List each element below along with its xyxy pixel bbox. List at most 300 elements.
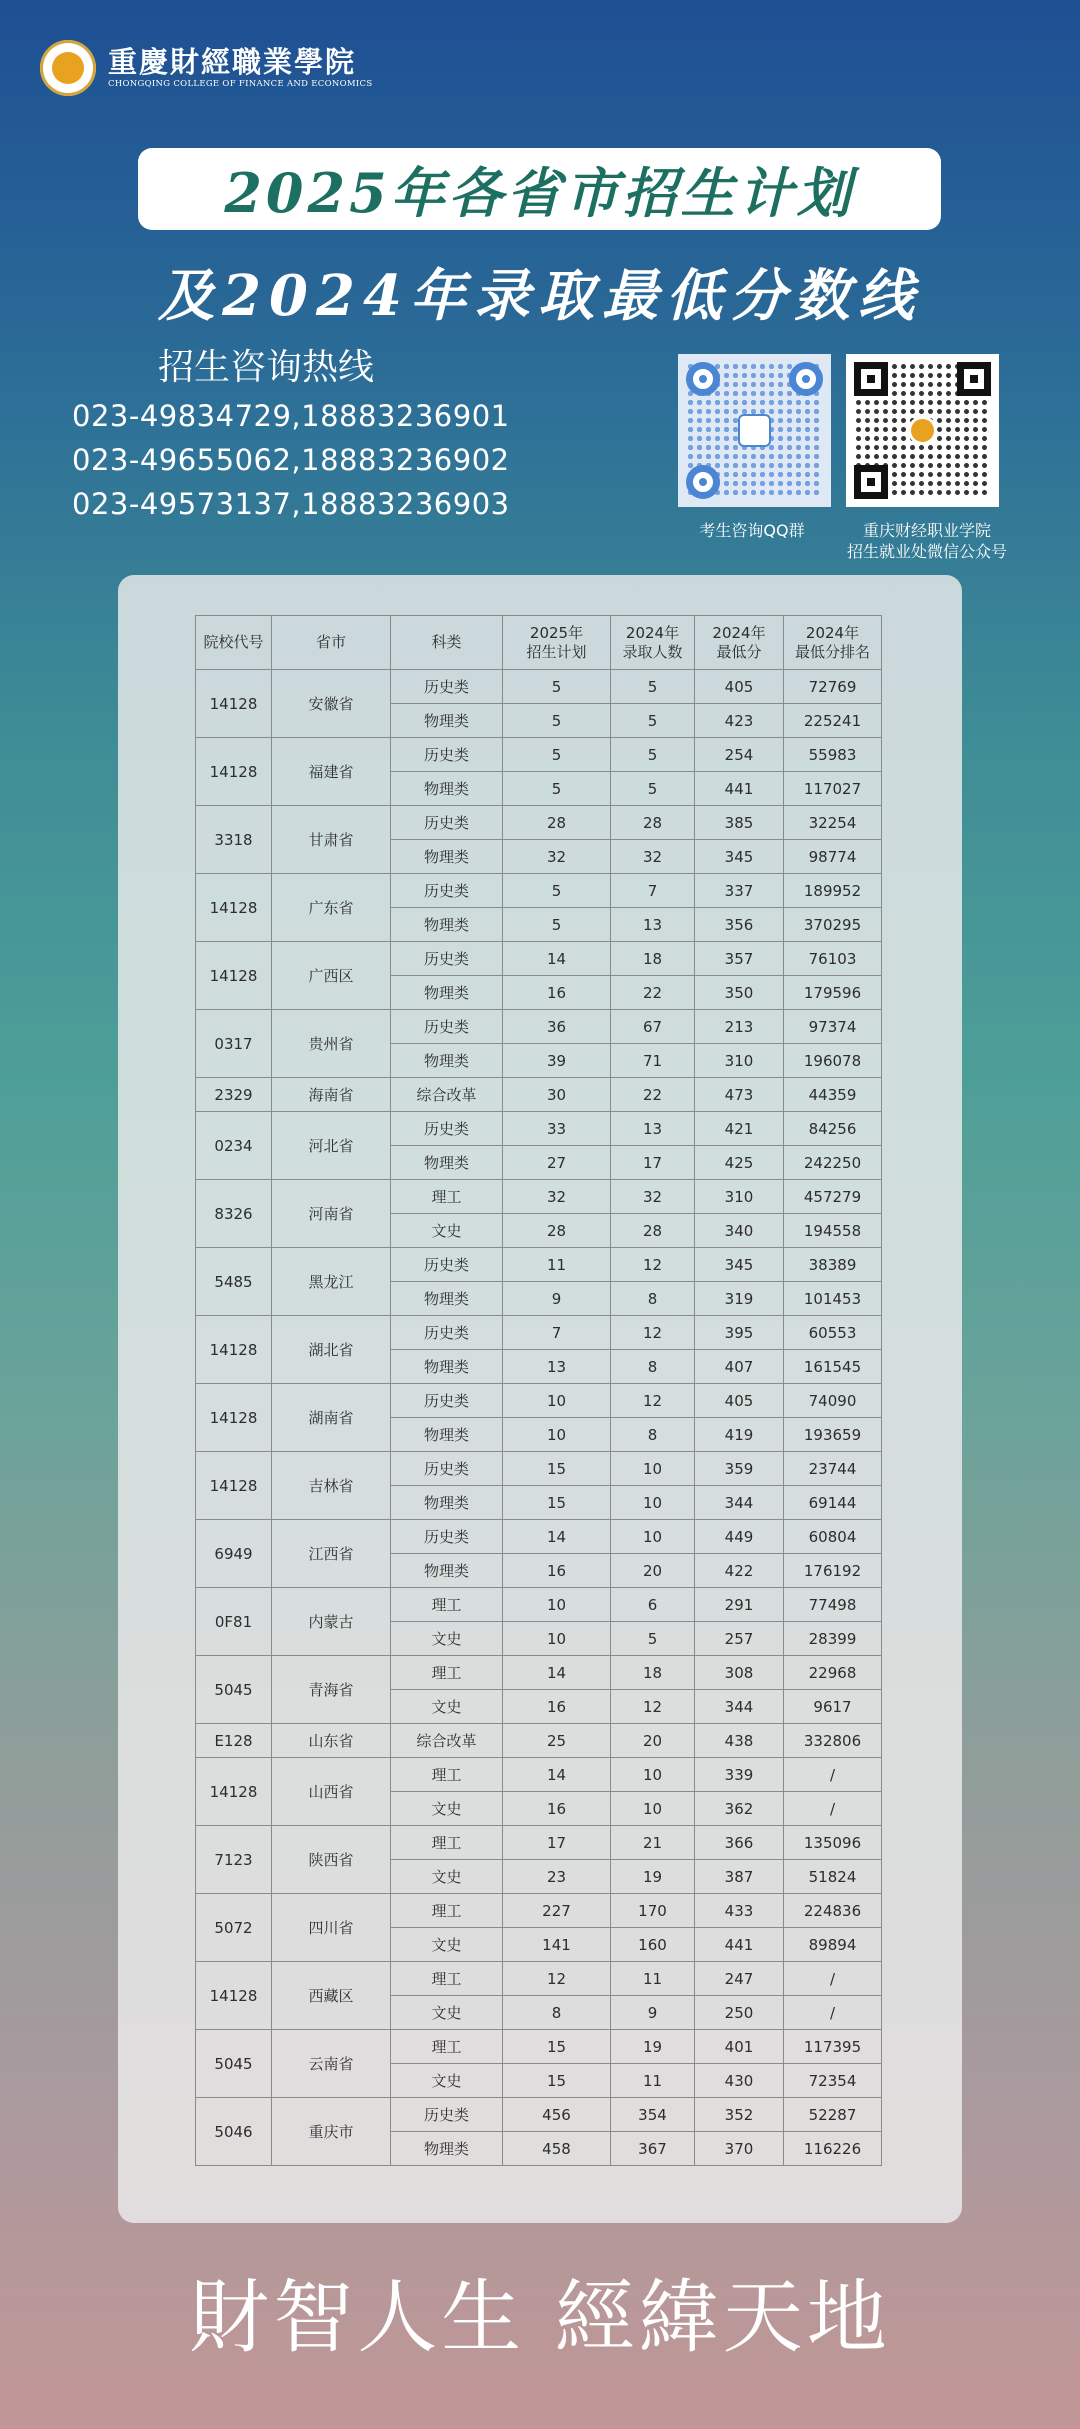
category-cell: 文史 [391, 1928, 503, 1962]
logo-english-name: CHONGQING COLLEGE OF FINANCE AND ECONOMICS [108, 79, 373, 89]
min-score-cell: 291 [695, 1588, 784, 1622]
min-rank-cell: / [784, 1962, 882, 1996]
min-score-cell: 405 [695, 1384, 784, 1418]
plan-cell: 5 [503, 704, 611, 738]
category-cell: 历史类 [391, 806, 503, 840]
min-score-cell: 350 [695, 976, 784, 1010]
category-cell: 理工 [391, 1826, 503, 1860]
hotline-section [72, 342, 510, 526]
table-row [196, 670, 882, 704]
min-rank-cell: 51824 [784, 1860, 882, 1894]
min-score-cell: 423 [695, 704, 784, 738]
province-cell: 黑龙江 [272, 1248, 391, 1316]
table-row [196, 2030, 882, 2064]
min-score-cell: 362 [695, 1792, 784, 1826]
table-row [196, 738, 882, 772]
admitted-cell: 8 [611, 1418, 695, 1452]
admitted-cell: 5 [611, 1622, 695, 1656]
min-rank-cell: 76103 [784, 942, 882, 976]
header-plan-2025 [503, 616, 611, 670]
category-cell: 历史类 [391, 942, 503, 976]
plan-cell: 14 [503, 1656, 611, 1690]
school-code-cell: 14128 [196, 670, 272, 738]
plan-cell: 12 [503, 1962, 611, 1996]
min-score-cell: 473 [695, 1078, 784, 1112]
table-header-row [196, 616, 882, 670]
table-row [196, 1962, 882, 1996]
min-rank-cell: 22968 [784, 1656, 882, 1690]
plan-cell: 5 [503, 874, 611, 908]
plan-cell: 456 [503, 2098, 611, 2132]
school-code-cell: 5072 [196, 1894, 272, 1962]
college-logo [40, 38, 372, 98]
admitted-cell: 12 [611, 1690, 695, 1724]
admitted-cell: 6 [611, 1588, 695, 1622]
category-cell: 历史类 [391, 874, 503, 908]
plan-cell: 23 [503, 1860, 611, 1894]
page-subtitle: 及2024年录取最低分数线 [158, 263, 922, 329]
table-row [196, 1588, 882, 1622]
plan-cell: 36 [503, 1010, 611, 1044]
college-emblem-icon [40, 40, 96, 96]
min-score-cell: 405 [695, 670, 784, 704]
plan-cell: 13 [503, 1350, 611, 1384]
plan-cell: 7 [503, 1316, 611, 1350]
admitted-cell: 5 [611, 704, 695, 738]
school-code-cell: 14128 [196, 1384, 272, 1452]
province-cell: 吉林省 [272, 1452, 391, 1520]
plan-cell: 33 [503, 1112, 611, 1146]
province-cell: 青海省 [272, 1656, 391, 1724]
plan-cell: 10 [503, 1418, 611, 1452]
min-rank-cell: 74090 [784, 1384, 882, 1418]
plan-cell: 32 [503, 840, 611, 874]
admitted-cell: 12 [611, 1384, 695, 1418]
min-score-cell: 433 [695, 1894, 784, 1928]
school-code-cell: 14128 [196, 874, 272, 942]
plan-cell: 14 [503, 1520, 611, 1554]
min-rank-cell: 225241 [784, 704, 882, 738]
table-row [196, 1112, 882, 1146]
table-row [196, 1894, 882, 1928]
category-cell: 文史 [391, 1622, 503, 1656]
school-code-cell: E128 [196, 1724, 272, 1758]
province-cell: 陕西省 [272, 1826, 391, 1894]
plan-cell: 16 [503, 976, 611, 1010]
min-rank-cell: 28399 [784, 1622, 882, 1656]
header-line: 2024年 [712, 623, 766, 642]
admitted-cell: 20 [611, 1724, 695, 1758]
min-rank-cell: 196078 [784, 1044, 882, 1078]
min-score-cell: 401 [695, 2030, 784, 2064]
category-cell: 物理类 [391, 2132, 503, 2166]
school-code-cell: 2329 [196, 1078, 272, 1112]
min-score-cell: 337 [695, 874, 784, 908]
admitted-cell: 5 [611, 670, 695, 704]
title-banner [138, 148, 941, 230]
min-rank-cell: 52287 [784, 2098, 882, 2132]
qq-icon [738, 414, 771, 447]
table-row [196, 1078, 882, 1112]
table-row [196, 1826, 882, 1860]
table-row [196, 1758, 882, 1792]
logo-chinese-name: 重慶財經職業學院 [108, 45, 357, 79]
min-rank-cell: 97374 [784, 1010, 882, 1044]
category-cell: 理工 [391, 1758, 503, 1792]
min-rank-cell: 117027 [784, 772, 882, 806]
min-score-cell: 438 [695, 1724, 784, 1758]
category-cell: 物理类 [391, 772, 503, 806]
province-cell: 广西区 [272, 942, 391, 1010]
plan-cell: 8 [503, 1996, 611, 2030]
category-cell: 理工 [391, 1894, 503, 1928]
category-cell: 物理类 [391, 908, 503, 942]
school-code-cell: 14128 [196, 1316, 272, 1384]
header-admitted-2024 [611, 616, 695, 670]
table-row [196, 1010, 882, 1044]
min-rank-cell: 135096 [784, 1826, 882, 1860]
category-cell: 物理类 [391, 1044, 503, 1078]
school-code-cell: 3318 [196, 806, 272, 874]
min-rank-cell: 89894 [784, 1928, 882, 1962]
min-rank-cell: 72354 [784, 2064, 882, 2098]
category-cell: 物理类 [391, 1350, 503, 1384]
min-rank-cell: 194558 [784, 1214, 882, 1248]
school-code-cell: 6949 [196, 1520, 272, 1588]
admitted-cell: 10 [611, 1452, 695, 1486]
header-line: 2024年 [625, 623, 680, 642]
min-score-cell: 344 [695, 1690, 784, 1724]
plan-cell: 458 [503, 2132, 611, 2166]
min-score-cell: 359 [695, 1452, 784, 1486]
admitted-cell: 71 [611, 1044, 695, 1078]
min-score-cell: 310 [695, 1180, 784, 1214]
category-cell: 历史类 [391, 1316, 503, 1350]
category-cell: 文史 [391, 1690, 503, 1724]
school-code-cell: 0317 [196, 1010, 272, 1078]
min-score-cell: 441 [695, 1928, 784, 1962]
table-row [196, 942, 882, 976]
category-cell: 文史 [391, 1860, 503, 1894]
plan-cell: 25 [503, 1724, 611, 1758]
min-score-cell: 352 [695, 2098, 784, 2132]
category-cell: 物理类 [391, 1146, 503, 1180]
table-row [196, 2098, 882, 2132]
admitted-cell: 13 [611, 908, 695, 942]
category-cell: 历史类 [391, 1010, 503, 1044]
plan-cell: 5 [503, 908, 611, 942]
min-score-cell: 345 [695, 1248, 784, 1282]
min-score-cell: 250 [695, 1996, 784, 2030]
category-cell: 物理类 [391, 1418, 503, 1452]
plan-cell: 5 [503, 772, 611, 806]
plan-cell: 16 [503, 1554, 611, 1588]
school-code-cell: 14128 [196, 1758, 272, 1826]
school-code-cell: 14128 [196, 738, 272, 806]
plan-cell: 14 [503, 1758, 611, 1792]
admitted-cell: 12 [611, 1248, 695, 1282]
category-cell: 物理类 [391, 1486, 503, 1520]
category-cell: 文史 [391, 1214, 503, 1248]
plan-cell: 15 [503, 1486, 611, 1520]
min-rank-cell: 32254 [784, 806, 882, 840]
table-row [196, 806, 882, 840]
admitted-cell: 67 [611, 1010, 695, 1044]
header-line: 招生计划 [526, 642, 587, 661]
college-emblem-icon [908, 416, 937, 445]
category-cell: 历史类 [391, 1248, 503, 1282]
plan-cell: 9 [503, 1282, 611, 1316]
province-cell: 安徽省 [272, 670, 391, 738]
min-rank-cell: / [784, 1758, 882, 1792]
province-cell: 四川省 [272, 1894, 391, 1962]
admitted-cell: 32 [611, 1180, 695, 1214]
min-rank-cell: 55983 [784, 738, 882, 772]
plan-cell: 141 [503, 1928, 611, 1962]
min-score-cell: 357 [695, 942, 784, 976]
min-score-cell: 425 [695, 1146, 784, 1180]
header-min-rank-2024 [784, 616, 882, 670]
school-code-cell: 5485 [196, 1248, 272, 1316]
school-code-cell: 14128 [196, 1962, 272, 2030]
min-rank-cell: 332806 [784, 1724, 882, 1758]
qq-group-qr-code [678, 354, 831, 507]
min-score-cell: 356 [695, 908, 784, 942]
table-row [196, 1656, 882, 1690]
category-cell: 文史 [391, 1792, 503, 1826]
category-cell: 物理类 [391, 840, 503, 874]
page-title: 2025年各省市招生计划 [224, 160, 855, 225]
plan-cell: 30 [503, 1078, 611, 1112]
admitted-cell: 354 [611, 2098, 695, 2132]
province-cell: 湖南省 [272, 1384, 391, 1452]
min-rank-cell: 242250 [784, 1146, 882, 1180]
min-rank-cell: / [784, 1996, 882, 2030]
admitted-cell: 5 [611, 738, 695, 772]
admitted-cell: 19 [611, 1860, 695, 1894]
admitted-cell: 32 [611, 840, 695, 874]
category-cell: 理工 [391, 1656, 503, 1690]
plan-cell: 14 [503, 942, 611, 976]
category-cell: 物理类 [391, 1554, 503, 1588]
min-rank-cell: 224836 [784, 1894, 882, 1928]
province-cell: 甘肃省 [272, 806, 391, 874]
wechat-qr-caption [832, 520, 1022, 562]
wechat-caption-line-2: 招生就业处微信公众号 [846, 542, 1007, 561]
header-line: 录取人数 [622, 642, 683, 661]
school-code-cell: 8326 [196, 1180, 272, 1248]
admitted-cell: 20 [611, 1554, 695, 1588]
admitted-cell: 21 [611, 1826, 695, 1860]
category-cell: 综合改革 [391, 1724, 503, 1758]
province-cell: 湖北省 [272, 1316, 391, 1384]
admitted-cell: 11 [611, 1962, 695, 1996]
table-row [196, 1520, 882, 1554]
school-code-cell: 14128 [196, 1452, 272, 1520]
admitted-cell: 10 [611, 1792, 695, 1826]
min-rank-cell: 117395 [784, 2030, 882, 2064]
plan-cell: 15 [503, 1452, 611, 1486]
min-score-cell: 407 [695, 1350, 784, 1384]
school-code-cell: 7123 [196, 1826, 272, 1894]
admitted-cell: 10 [611, 1520, 695, 1554]
plan-cell: 10 [503, 1588, 611, 1622]
min-score-cell: 421 [695, 1112, 784, 1146]
plan-cell: 16 [503, 1792, 611, 1826]
plan-cell: 27 [503, 1146, 611, 1180]
province-cell: 贵州省 [272, 1010, 391, 1078]
min-rank-cell: 23744 [784, 1452, 882, 1486]
min-rank-cell: 370295 [784, 908, 882, 942]
admitted-cell: 22 [611, 976, 695, 1010]
table-row [196, 1316, 882, 1350]
plan-cell: 15 [503, 2030, 611, 2064]
admitted-cell: 28 [611, 1214, 695, 1248]
min-rank-cell: 193659 [784, 1418, 882, 1452]
category-cell: 文史 [391, 1996, 503, 2030]
admitted-cell: 8 [611, 1350, 695, 1384]
school-code-cell: 5046 [196, 2098, 272, 2166]
min-rank-cell: 60553 [784, 1316, 882, 1350]
min-score-cell: 344 [695, 1486, 784, 1520]
admitted-cell: 11 [611, 2064, 695, 2098]
header-line: 2025年 [529, 623, 584, 642]
admitted-cell: 10 [611, 1758, 695, 1792]
header-line: 2024年 [805, 623, 860, 642]
min-rank-cell: 179596 [784, 976, 882, 1010]
min-rank-cell: 101453 [784, 1282, 882, 1316]
school-code-cell: 5045 [196, 2030, 272, 2098]
min-rank-cell: 84256 [784, 1112, 882, 1146]
min-score-cell: 247 [695, 1962, 784, 1996]
header-province: 省市 [272, 616, 391, 670]
plan-cell: 39 [503, 1044, 611, 1078]
category-cell: 物理类 [391, 1282, 503, 1316]
plan-cell: 28 [503, 1214, 611, 1248]
admitted-cell: 22 [611, 1078, 695, 1112]
category-cell: 历史类 [391, 2098, 503, 2132]
table-row [196, 1248, 882, 1282]
category-cell: 理工 [391, 1180, 503, 1214]
province-cell: 河南省 [272, 1180, 391, 1248]
min-score-cell: 308 [695, 1656, 784, 1690]
category-cell: 历史类 [391, 1384, 503, 1418]
plan-cell: 10 [503, 1622, 611, 1656]
min-rank-cell: 60804 [784, 1520, 882, 1554]
admitted-cell: 8 [611, 1282, 695, 1316]
qq-qr-caption: 考生咨询QQ群 [699, 521, 805, 540]
plan-cell: 5 [503, 738, 611, 772]
plan-cell: 15 [503, 2064, 611, 2098]
min-rank-cell: 44359 [784, 1078, 882, 1112]
header-line: 最低分 [716, 642, 762, 661]
school-code-cell: 0234 [196, 1112, 272, 1180]
header-line: 最低分排名 [794, 642, 870, 661]
province-cell: 江西省 [272, 1520, 391, 1588]
admitted-cell: 5 [611, 772, 695, 806]
min-rank-cell: 176192 [784, 1554, 882, 1588]
province-cell: 广东省 [272, 874, 391, 942]
school-code-cell: 0F81 [196, 1588, 272, 1656]
admitted-cell: 7 [611, 874, 695, 908]
category-cell: 理工 [391, 2030, 503, 2064]
phone-line-2: 023-49655062,18883236902 [72, 443, 510, 477]
category-cell: 历史类 [391, 738, 503, 772]
hotline-title: 招生咨询热线 [158, 347, 375, 388]
wechat-caption-line-1: 重庆财经职业学院 [862, 521, 991, 540]
admitted-cell: 18 [611, 1656, 695, 1690]
category-cell: 理工 [391, 1588, 503, 1622]
province-cell: 内蒙古 [272, 1588, 391, 1656]
admitted-cell: 160 [611, 1928, 695, 1962]
school-code-cell: 5045 [196, 1656, 272, 1724]
min-score-cell: 387 [695, 1860, 784, 1894]
province-cell: 福建省 [272, 738, 391, 806]
category-cell: 文史 [391, 2064, 503, 2098]
min-rank-cell: 77498 [784, 1588, 882, 1622]
footer-slogan: 財智人生 經緯天地 [189, 2271, 891, 2364]
admitted-cell: 17 [611, 1146, 695, 1180]
school-code-cell: 14128 [196, 942, 272, 1010]
min-score-cell: 430 [695, 2064, 784, 2098]
category-cell: 历史类 [391, 1112, 503, 1146]
plan-cell: 5 [503, 670, 611, 704]
table-row [196, 874, 882, 908]
header-school-code: 院校代号 [196, 616, 272, 670]
admitted-cell: 28 [611, 806, 695, 840]
province-cell: 山东省 [272, 1724, 391, 1758]
plan-cell: 16 [503, 1690, 611, 1724]
min-rank-cell: 161545 [784, 1350, 882, 1384]
admission-table [195, 615, 882, 2166]
table-row [196, 1384, 882, 1418]
category-cell: 理工 [391, 1962, 503, 1996]
min-score-cell: 385 [695, 806, 784, 840]
min-rank-cell: 69144 [784, 1486, 882, 1520]
plan-cell: 32 [503, 1180, 611, 1214]
min-score-cell: 370 [695, 2132, 784, 2166]
min-score-cell: 449 [695, 1520, 784, 1554]
admitted-cell: 367 [611, 2132, 695, 2166]
table-row [196, 1180, 882, 1214]
wechat-qr-code [846, 354, 999, 507]
category-cell: 物理类 [391, 704, 503, 738]
min-rank-cell: 116226 [784, 2132, 882, 2166]
min-score-cell: 419 [695, 1418, 784, 1452]
min-rank-cell: 457279 [784, 1180, 882, 1214]
header-min-score-2024 [695, 616, 784, 670]
province-cell: 海南省 [272, 1078, 391, 1112]
min-score-cell: 319 [695, 1282, 784, 1316]
min-score-cell: 345 [695, 840, 784, 874]
category-cell: 综合改革 [391, 1078, 503, 1112]
min-rank-cell: 98774 [784, 840, 882, 874]
province-cell: 重庆市 [272, 2098, 391, 2166]
min-rank-cell: 9617 [784, 1690, 882, 1724]
province-cell: 云南省 [272, 2030, 391, 2098]
province-cell: 山西省 [272, 1758, 391, 1826]
province-cell: 西藏区 [272, 1962, 391, 2030]
min-rank-cell: 38389 [784, 1248, 882, 1282]
min-score-cell: 257 [695, 1622, 784, 1656]
min-rank-cell: / [784, 1792, 882, 1826]
category-cell: 历史类 [391, 1452, 503, 1486]
min-rank-cell: 189952 [784, 874, 882, 908]
min-score-cell: 395 [695, 1316, 784, 1350]
category-cell: 物理类 [391, 976, 503, 1010]
min-score-cell: 340 [695, 1214, 784, 1248]
province-cell: 河北省 [272, 1112, 391, 1180]
